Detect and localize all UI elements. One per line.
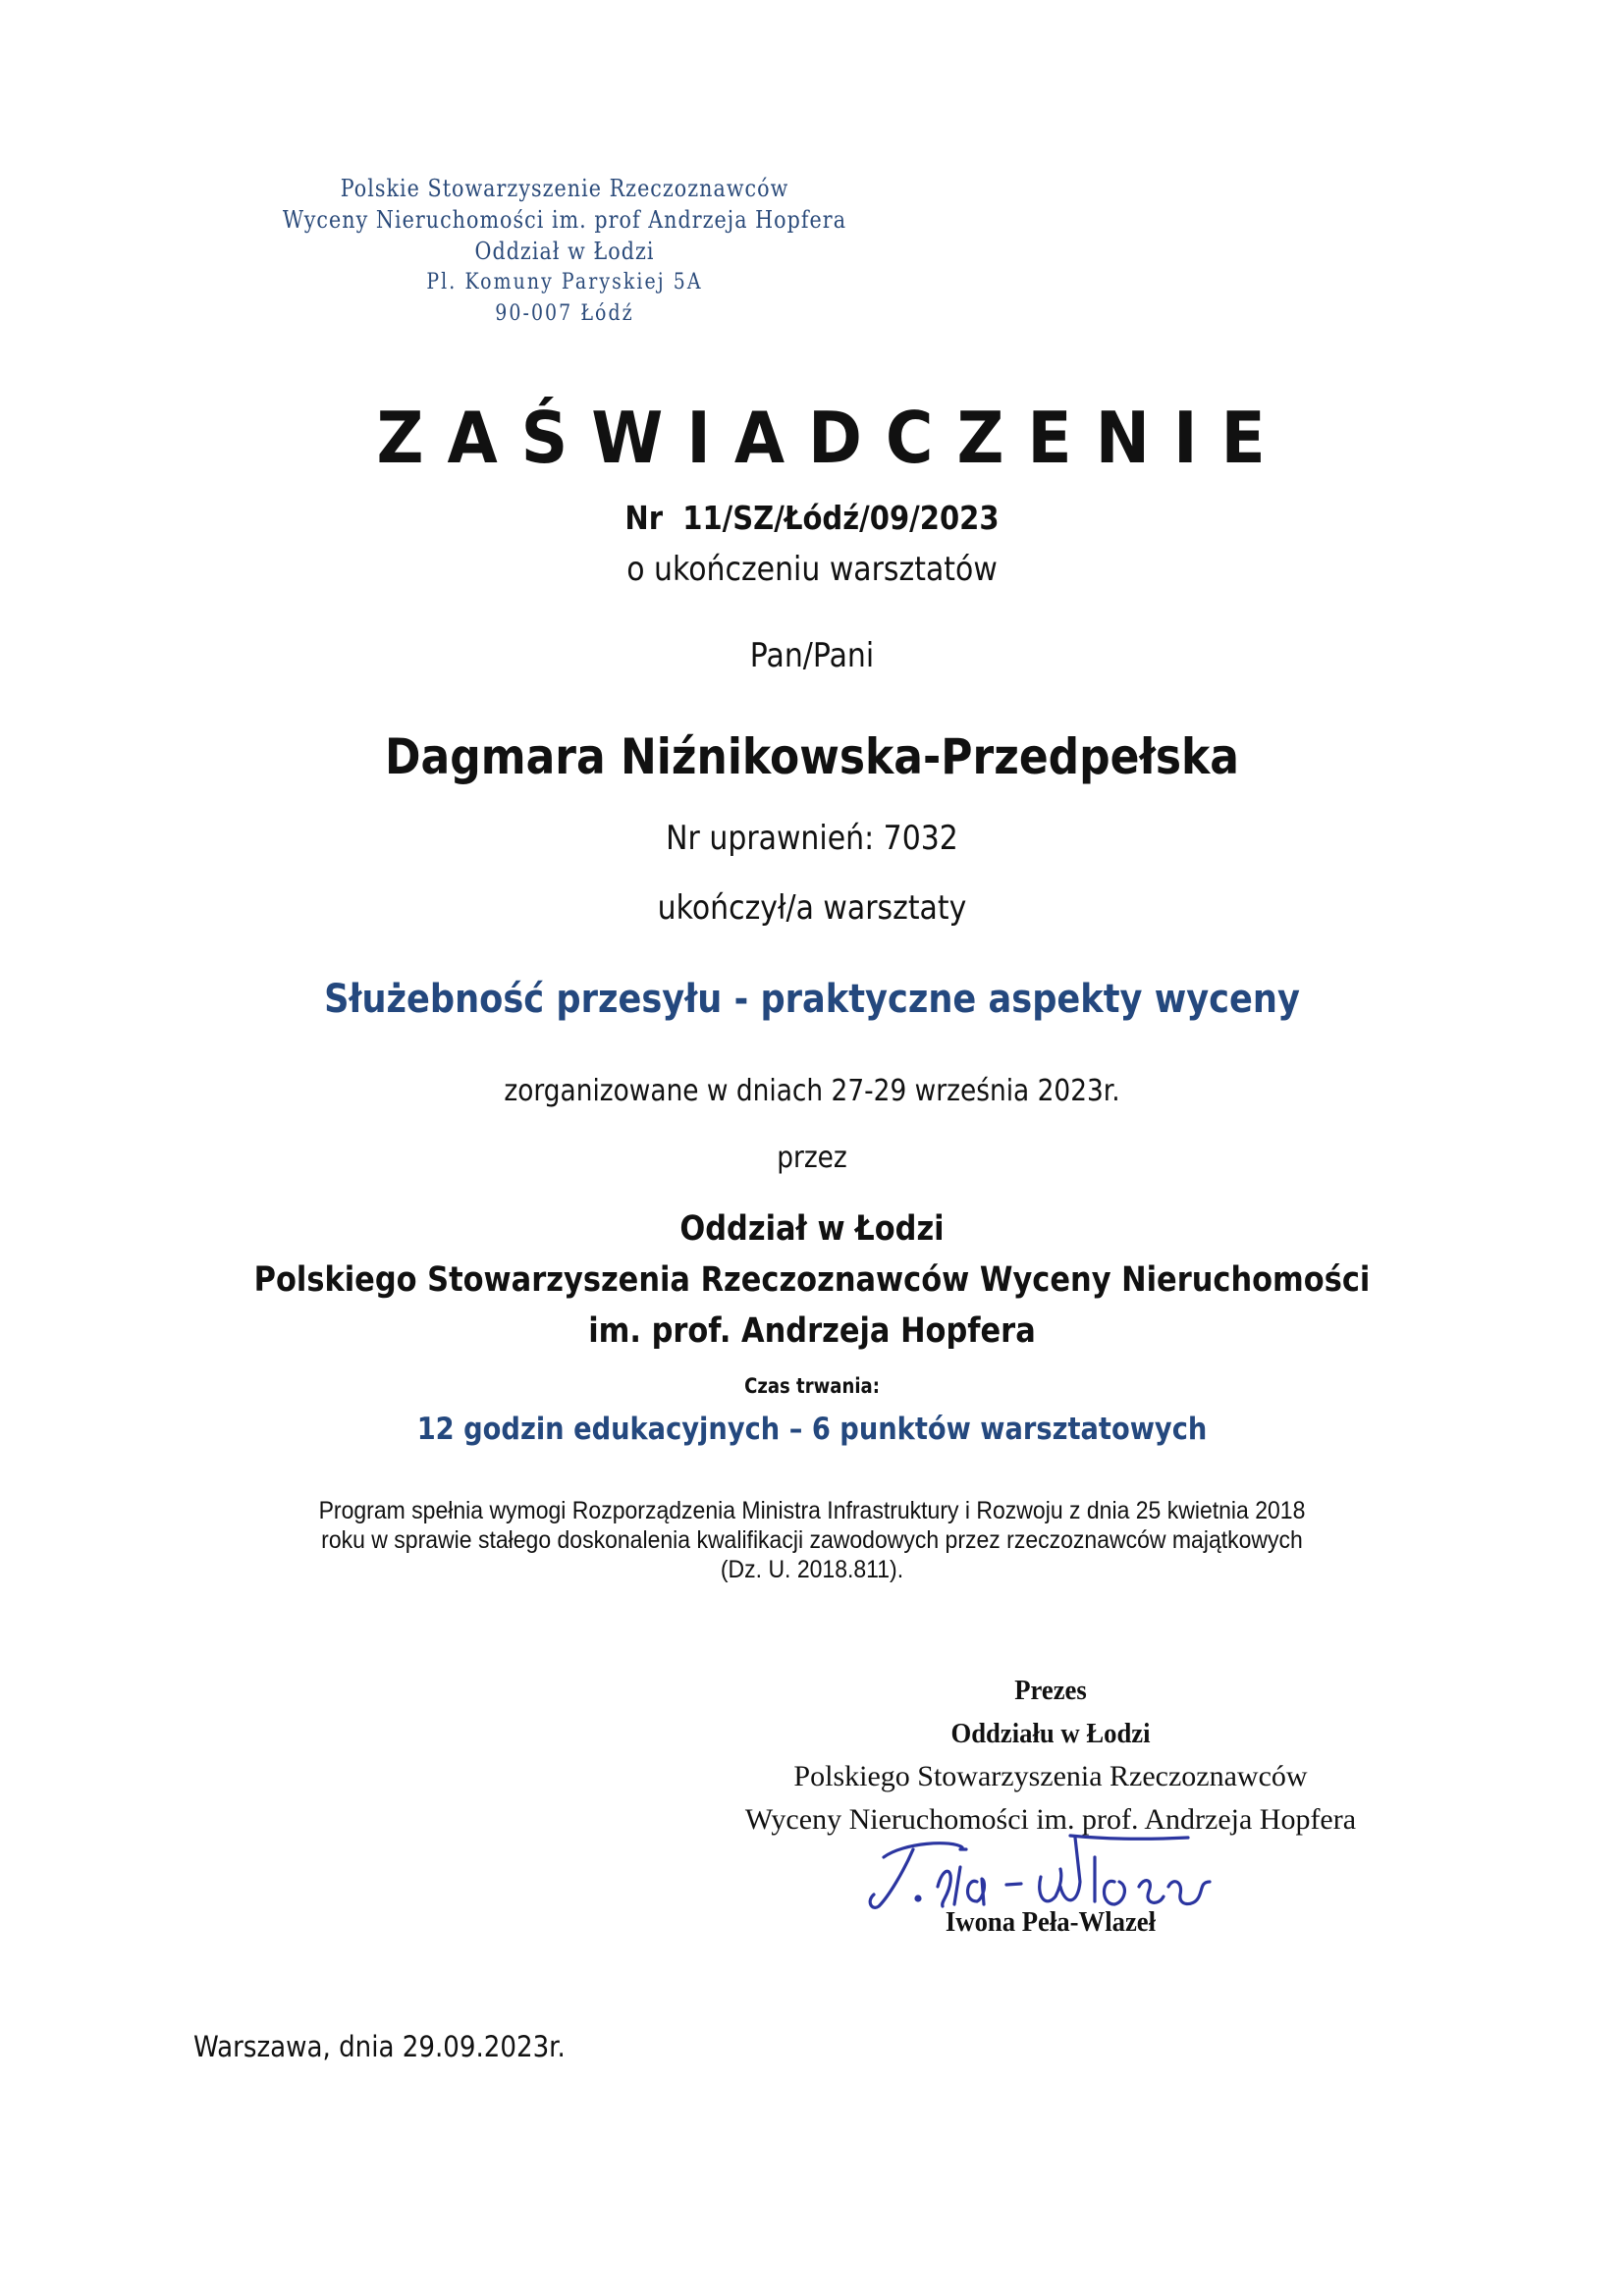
license-number: Nr uprawnień: 7032 — [666, 819, 958, 858]
duration-label: Czas trwania: — [744, 1374, 880, 1398]
signature-underline-stroke — [1070, 1836, 1188, 1839]
signature-block — [687, 1669, 1414, 1842]
regulation-line: (Dz. U. 2018.811). — [720, 1556, 904, 1583]
organizer-association: Polskiego Stowarzyszenia Rzeczoznawców Wyceny Nieruchomości — [253, 1260, 1371, 1300]
regulation-note — [65, 1496, 1559, 1584]
letterhead-street: Pl. Komuny Paryskiej 5A — [426, 270, 703, 294]
letterhead-org-name-2: Wyceny Nieruchomości im. prof Andrzeja Hopfera — [282, 206, 847, 234]
signature-hyphen-stroke — [1006, 1884, 1021, 1885]
signer-role: Prezes — [1014, 1675, 1087, 1706]
certificate-subtitle: o ukończeniu warsztatów — [626, 550, 998, 589]
document-title: ZAŚWIADCZENIE — [376, 397, 1289, 479]
signer-org-line: Wyceny Nieruchomości im. prof. Andrzeja Hopfera — [744, 1803, 1357, 1836]
signature-surname-stroke — [1040, 1838, 1210, 1904]
place-and-date: Warszawa, dnia 29.09.2023r. — [193, 2030, 566, 2063]
regulation-line: Program spełnia wymogi Rozporządzenia Ministra Infrastruktury i Rozwoju z dnia 25 kwietnia 2018 — [318, 1497, 1306, 1524]
signer-branch: Oddziału w Łodzi — [950, 1718, 1151, 1749]
course-dates: zorganizowane w dniach 27-29 września 2023r. — [504, 1074, 1120, 1108]
letterhead-postal-city: 90-007 Łódź — [495, 301, 634, 326]
salutation: Pan/Pani — [749, 636, 875, 675]
completed-text: ukończył/a warsztaty — [657, 888, 967, 928]
signer-org-line: Polskiego Stowarzyszenia Rzeczoznawców — [793, 1760, 1308, 1792]
organizer — [106, 1203, 1519, 1357]
letterhead-branch: Oddział w Łodzi — [474, 238, 655, 265]
recipient-name: Dagmara Niźnikowska-Przedpełska — [385, 728, 1239, 785]
signer-name: Iwona Peła-Wlazeł — [945, 1906, 1157, 1938]
organizer-branch: Oddział w Łodzi — [679, 1209, 945, 1249]
duration-value: 12 godzin edukacyjnych – 6 punktów warsztatowych — [416, 1412, 1208, 1447]
letterhead — [172, 173, 957, 330]
organizer-patron: im. prof. Andrzeja Hopfera — [588, 1311, 1036, 1351]
course-title: Służebność przesyłu - praktyczne aspekty wyceny — [324, 977, 1300, 1022]
regulation-line: roku w sprawie stałego doskonalenia kwalifikacji zawodowych przez rzeczoznawców majątkowych — [321, 1526, 1303, 1554]
letterhead-org-name: Polskie Stowarzyszenie Rzeczoznawców — [340, 175, 789, 202]
organized-by-label: przez — [777, 1141, 847, 1175]
certificate-number: Nr 11/SZ/Łódź/09/2023 — [624, 499, 1000, 537]
signature-dot — [916, 1896, 920, 1900]
signature-word-stroke — [938, 1849, 984, 1906]
